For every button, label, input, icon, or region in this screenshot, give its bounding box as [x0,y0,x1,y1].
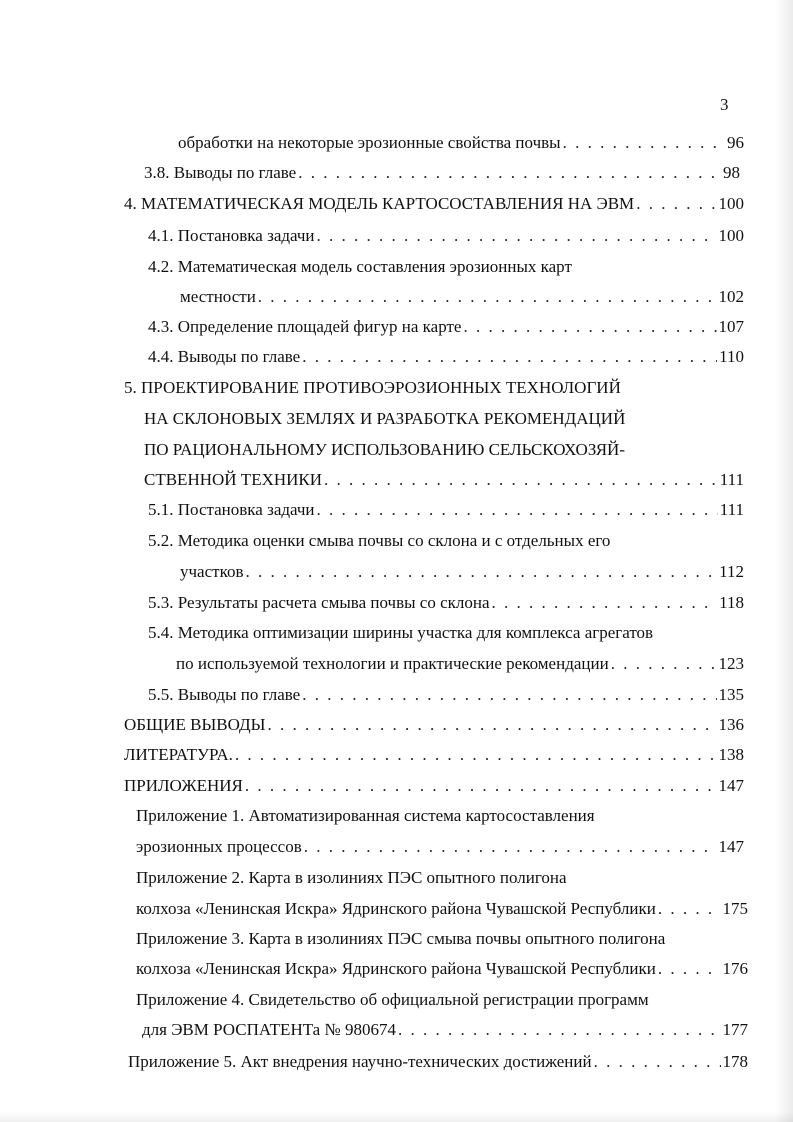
toc-entry [128,1052,748,1072]
scan-edge-shadow [775,0,793,1122]
toc-entry-title: Приложение 5. Акт внедрения научно-технических достижений [128,1052,592,1071]
page-number: 3 [720,95,729,114]
toc-entry-page: 100 [718,194,744,213]
toc-entry-title: СТВЕННОЙ ТЕХНИКИ [144,470,323,489]
toc-entry [148,226,744,246]
toc-entry-page: 100 [718,226,744,245]
toc-entry-page: 111 [719,500,744,519]
toc-entry-page: 177 [722,1020,748,1039]
dot-leader [658,959,721,979]
toc-entry [176,654,744,674]
toc-entry-page: 147 [718,776,744,795]
toc-entry-title: эрозионных процессов [136,837,302,856]
toc-entry-title: 5.2. Методика оценки смыва почвы со склона и с отдельных его [148,531,611,550]
dot-leader [258,287,717,307]
toc-entry-title: 5.1. Постановка задачи [148,500,315,519]
toc-entry-title: Приложение 1. Автоматизированная система картосоставления [136,806,595,825]
toc-entry-title: ОБЩИЕ ВЫВОДЫ [124,715,266,734]
toc-entry-title: 5. ПРОЕКТИРОВАНИЕ ПРОТИВОЭРОЗИОННЫХ ТЕХНОЛОГИЙ [124,378,621,397]
toc-entry-title: Приложение 4. Свидетельство об официальной регистрации программ [136,990,649,1009]
dot-leader [302,347,717,367]
toc-entry-title: НА СКЛОНОВЫХ ЗЕМЛЯХ И РАЗРАБОТКА РЕКОМЕНДАЦИЙ [144,409,626,428]
dot-leader [611,654,717,674]
toc-entry-title: местности [180,287,256,306]
toc-entry [148,685,744,705]
scan-bottom-shadow [0,1112,793,1122]
toc-entry-page: 102 [718,287,744,306]
toc-entry-title: ПО РАЦИОНАЛЬНОМУ ИСПОЛЬЗОВАНИЮ СЕЛЬСКОХОЗЯЙ- [144,440,625,459]
toc-entry-title: 5.4. Методика оптимизации ширины участка для комплекса агрегатов [148,623,654,642]
toc-entry-title: 5.3. Результаты расчета смыва почвы со склона [148,593,490,612]
toc-entry [148,347,744,367]
toc-entry-title: ЛИТЕРАТУРА. [124,745,233,764]
toc-entry [144,470,744,490]
dot-leader [398,1020,721,1040]
toc-entry [124,745,744,765]
toc-entry [148,500,744,520]
dot-leader [317,226,717,246]
toc-entry-page: 112 [719,562,744,581]
toc-entry-title: 4.4. Выводы по главе [148,347,301,366]
toc-entry [124,776,744,796]
toc-entry-page: 136 [718,715,744,734]
toc-entry-title: колхоза «Ленинская Искра» Ядринского района Чувашской Республики [136,899,656,918]
toc-entry [124,194,744,214]
dot-leader [235,745,717,765]
dot-leader [636,194,716,214]
toc-entry-title: по используемой технологии и практические рекомендации [176,654,609,673]
toc-entry [136,899,748,919]
toc-entry-title: 4.2. Математическая модель составления эрозионных карт [148,257,572,276]
dot-leader [304,837,717,857]
toc-entry [142,1020,748,1040]
toc-entry-title: участков [180,562,244,581]
toc-entry [180,562,744,582]
toc-entry-page: 175 [722,899,748,918]
toc-entry-title: Приложение 2. Карта в изолиниях ПЭС опытного полигона [136,868,567,887]
toc-entry-page: 138 [718,745,744,764]
toc-entry-page: 107 [718,317,744,336]
dot-leader [324,470,718,490]
toc-entry [136,959,748,979]
toc-entry-page: 96 [727,133,744,152]
toc-entry-title: 4.3. Определение площадей фигур на карте [148,317,462,336]
toc-entry-page: 135 [718,685,744,704]
dot-leader [594,1052,721,1072]
toc-entry [148,317,744,337]
toc-entry-page: 111 [719,470,744,489]
toc-entry-title: обработки на некоторые эрозионные свойства почвы [178,133,561,152]
toc-entry-title: ПРИЛОЖЕНИЯ [124,776,243,795]
toc-entry-title: для ЭВМ РОСПАТЕНТа № 980674 [142,1020,396,1039]
toc-entry [136,837,744,857]
dot-leader [302,685,716,705]
toc-entry-page: 178 [722,1052,748,1071]
dot-leader [298,163,721,183]
dot-leader [245,776,717,796]
toc-entry-page: 123 [718,654,744,673]
toc-entry [180,287,744,307]
toc-entry-page: 176 [722,959,748,978]
toc-entry [124,715,744,735]
toc-entry-title: 4. МАТЕМАТИЧЕСКАЯ МОДЕЛЬ КАРТОСОСТАВЛЕНИЯ НА ЭВМ [124,194,635,213]
toc-entry-title: 4.1. Постановка задачи [148,226,315,245]
dot-leader [563,133,725,153]
toc-entry-page: 98 [723,163,740,182]
toc-entry-page: 118 [719,593,744,612]
dot-leader [267,715,716,735]
dot-leader [492,593,718,613]
dot-leader [463,317,716,337]
toc-entry-title: 3.8. Выводы по главе [144,163,297,182]
toc-entry-title: 5.5. Выводы по главе [148,685,301,704]
toc-entry-page: 110 [719,347,744,366]
dot-leader [317,500,718,520]
toc-entry [178,133,744,153]
toc-entry-title: Приложение 3. Карта в изолиниях ПЭС смыва почвы опытного полигона [136,929,666,948]
toc-entry [148,593,744,613]
dot-leader [658,899,721,919]
toc-entry-title: колхоза «Ленинская Искра» Ядринского района Чувашской Республики [136,959,656,978]
dot-leader [246,562,718,582]
toc-entry [144,163,740,183]
toc-entry-page: 147 [718,837,744,856]
